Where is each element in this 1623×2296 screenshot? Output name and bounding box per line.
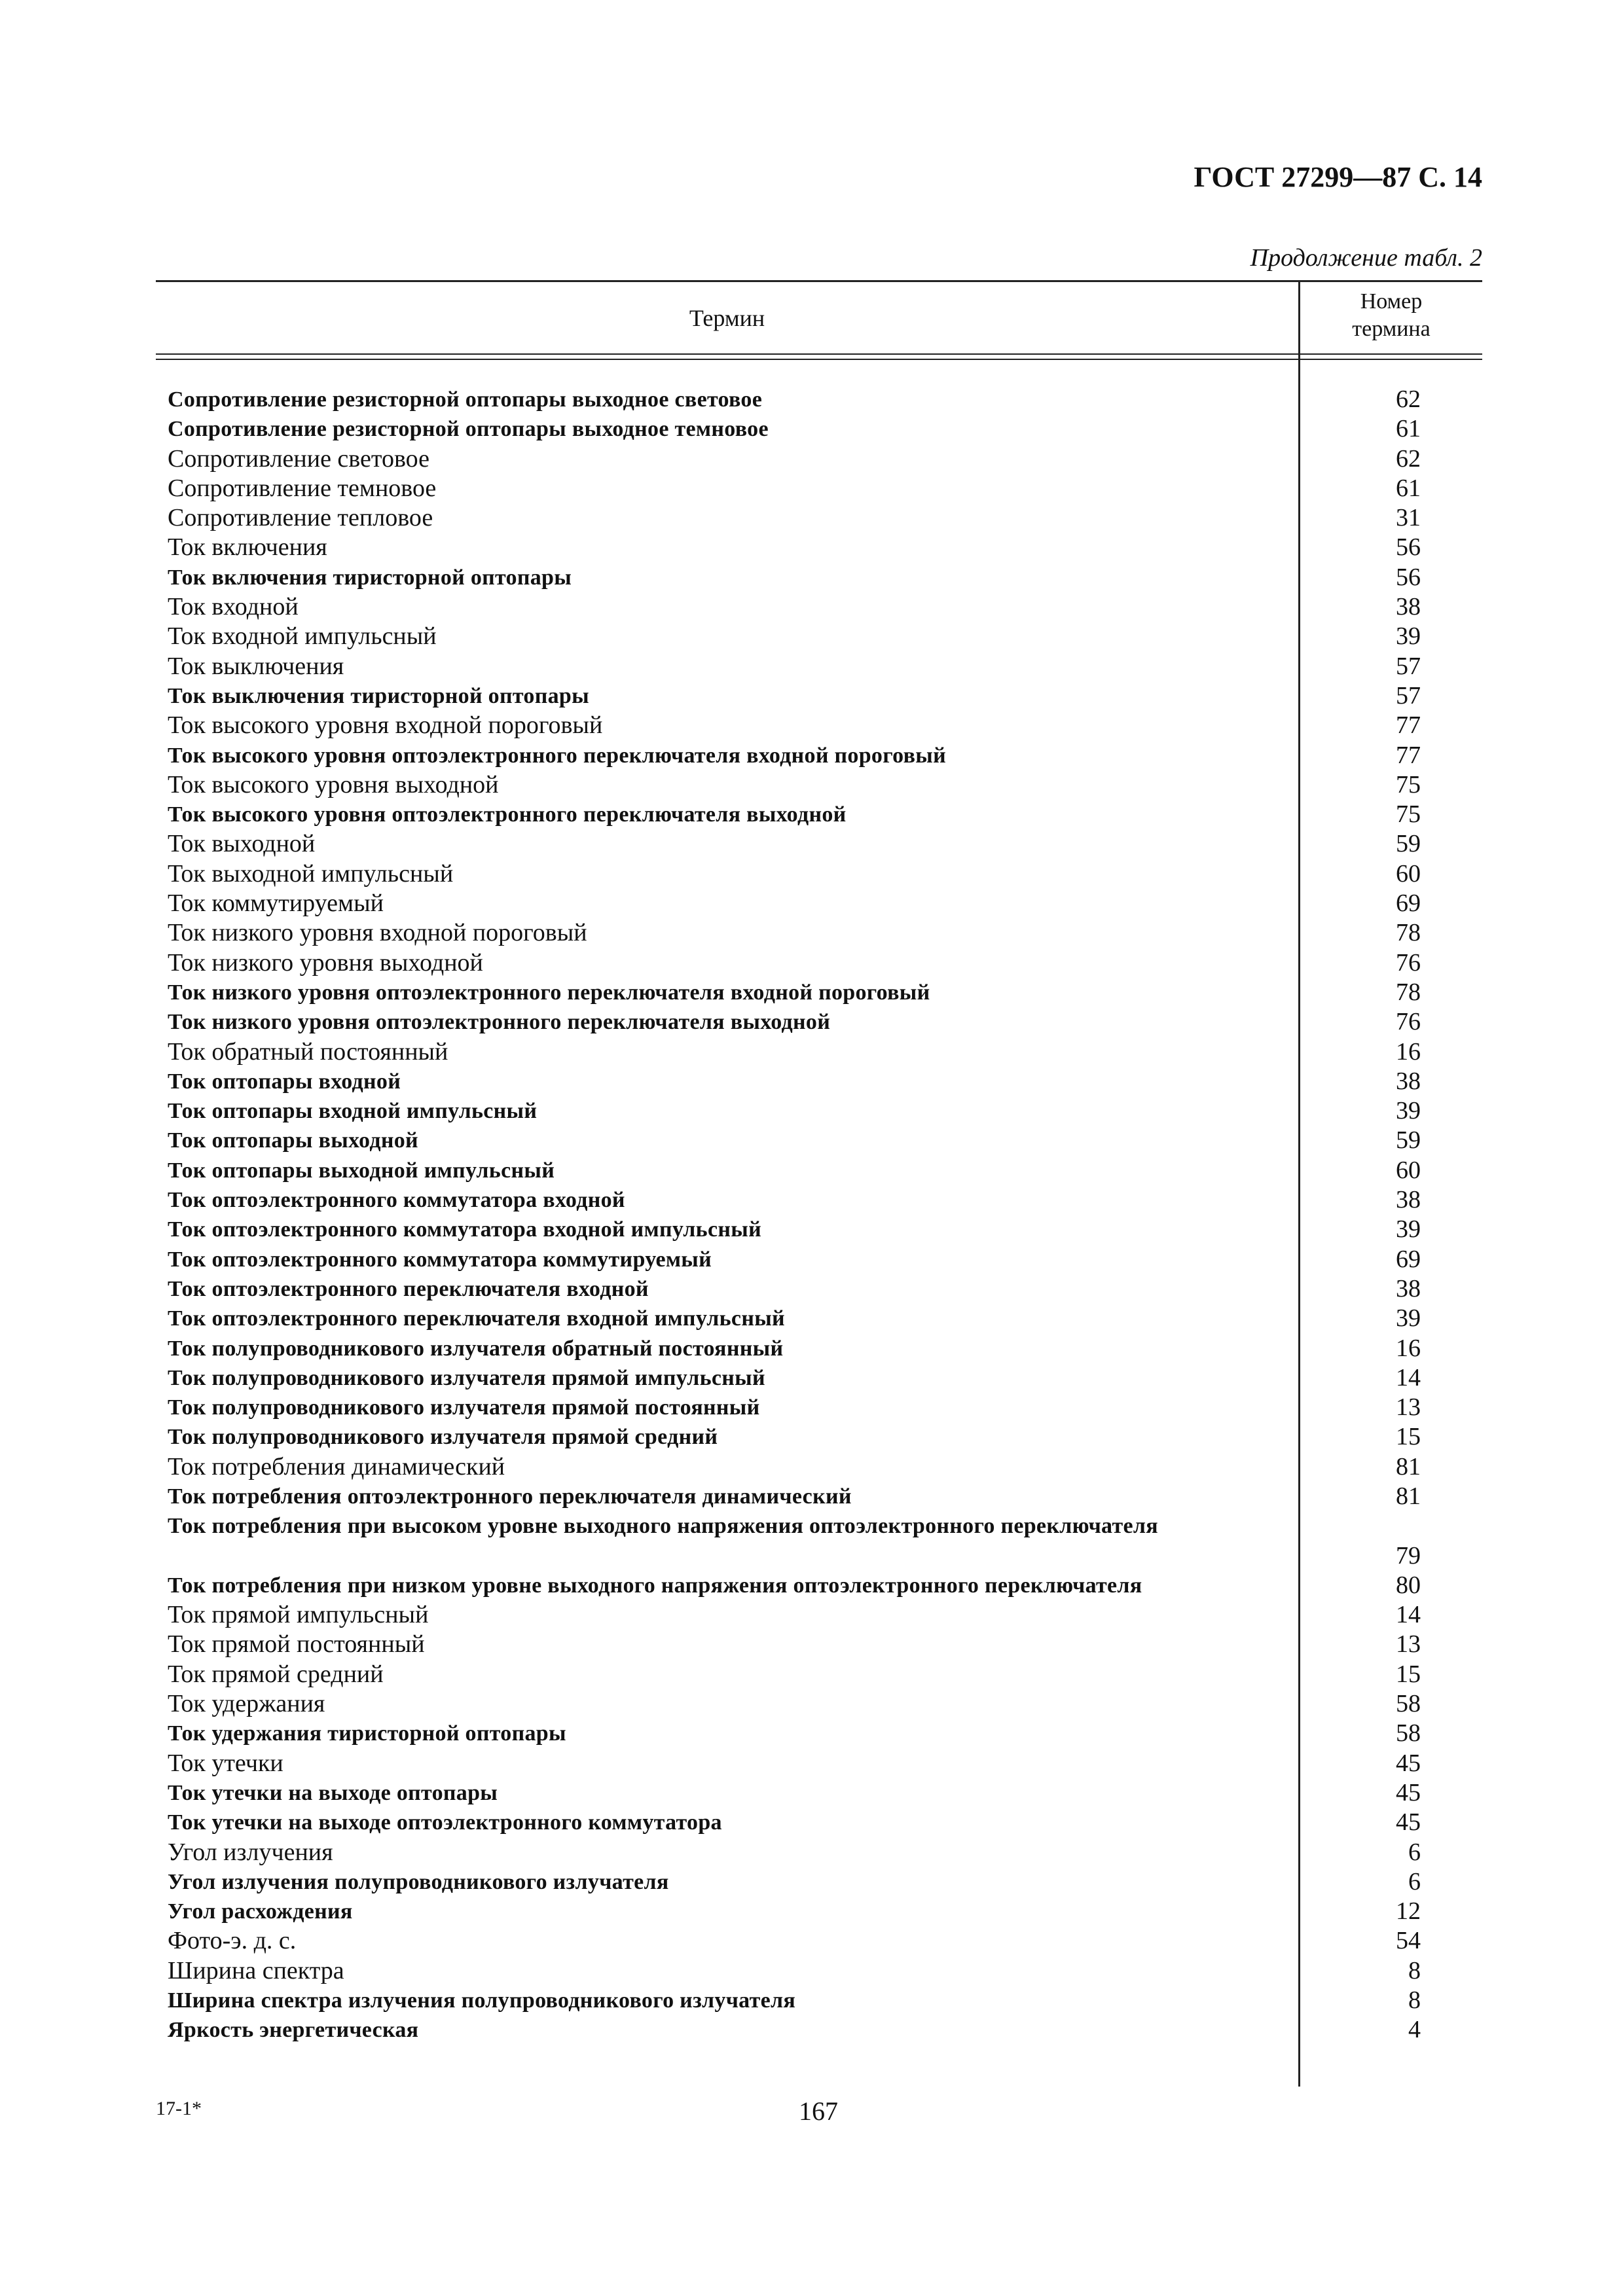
term-number-cell: 60: [1396, 859, 1421, 888]
term-number-cell: 78: [1396, 978, 1421, 1006]
term-cell: Ток высокого уровня оптоэлектронного переключателя входной пороговый: [168, 743, 946, 768]
table-row: [0, 681, 1623, 711]
table-row: [0, 1422, 1623, 1452]
term-cell: Ток полупроводникового излучателя прямой средний: [168, 1425, 718, 1450]
table-row: [0, 1007, 1623, 1037]
table-row: [0, 889, 1623, 918]
table-top-rule: [156, 280, 1482, 282]
column-header-number: Номер термина: [1352, 289, 1431, 341]
term-cell: Ток оптопары входной импульсный: [168, 1099, 538, 1124]
header-double-rule: [156, 353, 1482, 360]
table-row: [0, 474, 1623, 503]
term-number-cell: 57: [1396, 652, 1421, 680]
term-number-cell: 59: [1396, 1126, 1421, 1155]
term-cell: Ток оптопары выходной импульсный: [168, 1158, 555, 1183]
term-number-cell: 8: [1408, 1956, 1421, 1984]
term-number-cell: 38: [1396, 1274, 1421, 1302]
table-row: [0, 948, 1623, 978]
term-cell: Яркость энергетическая: [168, 2018, 419, 2043]
term-number-cell: 38: [1396, 1067, 1421, 1095]
term-cell: Ток полупроводникового излучателя обратный постоянный: [168, 1336, 784, 1361]
term-number-cell: 45: [1396, 1778, 1421, 1806]
term-cell: Ток оптоэлектронного переключателя входной импульсный: [168, 1306, 785, 1331]
term-cell: Сопротивление темновое: [168, 474, 437, 502]
term-cell: Ток прямой средний: [168, 1660, 384, 1688]
table-row: [0, 1897, 1623, 1926]
term-number-cell: 75: [1396, 800, 1421, 829]
term-number-cell: 6: [1408, 1867, 1421, 1895]
table-row: [0, 1600, 1623, 1630]
term-number-cell: 69: [1396, 889, 1421, 918]
term-number-cell: 76: [1396, 1008, 1421, 1036]
term-number-cell: 69: [1396, 1245, 1421, 1273]
term-cell: Ток высокого уровня входной пороговый: [168, 711, 603, 740]
term-number-cell: 45: [1396, 1808, 1421, 1837]
table-row: [0, 1067, 1623, 1096]
table-continuation-note: Продолжение табл. 2: [1250, 244, 1482, 272]
table-row: [0, 385, 1623, 414]
term-number-cell: 80: [1396, 1571, 1421, 1599]
table-row: [0, 1838, 1623, 1867]
term-cell: Ток выключения: [168, 652, 344, 680]
footer-sheet-code: 17-1*: [156, 2098, 202, 2119]
term-cell: Ток полупроводникового излучателя прямой импульсный: [168, 1365, 765, 1390]
term-cell: Ток низкого уровня входной пороговый: [168, 919, 587, 947]
term-number-cell: 39: [1396, 1215, 1421, 1244]
term-number-cell: 38: [1396, 1186, 1421, 1214]
term-number-cell: 61: [1396, 474, 1421, 502]
term-cell: Ток оптопары входной: [168, 1069, 401, 1094]
table-row: [0, 1956, 1623, 1986]
term-number-cell: 16: [1396, 1334, 1421, 1362]
term-number-cell: 58: [1396, 1719, 1421, 1748]
column-header-term: Термин: [689, 305, 765, 331]
term-number-cell: 31: [1396, 504, 1421, 532]
term-number-cell: 6: [1408, 1838, 1421, 1866]
term-cell: Ток оптоэлектронного коммутатора коммутируемый: [168, 1247, 712, 1272]
term-number-cell: 39: [1396, 1097, 1421, 1125]
term-cell: Ток низкого уровня выходной: [168, 948, 483, 977]
table-row: [0, 414, 1623, 444]
term-number-cell: 15: [1396, 1423, 1421, 1451]
term-number-cell: 79: [1396, 1541, 1421, 1570]
table-row: [0, 800, 1623, 829]
term-cell: Ток утечки на выходе оптоэлектронного коммутатора: [168, 1810, 722, 1835]
table-row: [0, 1986, 1623, 2015]
table-row: [0, 1304, 1623, 1333]
table-row: [0, 770, 1623, 800]
term-number-cell: 76: [1396, 948, 1421, 977]
term-cell: Ток высокого уровня оптоэлектронного переключателя выходной: [168, 802, 847, 827]
table-row: [0, 1482, 1623, 1511]
table-row: [0, 652, 1623, 681]
term-number-cell: 56: [1396, 533, 1421, 562]
term-cell: Ток коммутируемый: [168, 889, 384, 918]
table-row: [0, 1393, 1623, 1422]
table-row: [0, 1867, 1623, 1897]
term-cell: Сопротивление резисторной оптопары выходное световое: [168, 387, 763, 412]
term-cell: Ток выходной импульсный: [168, 859, 454, 888]
term-number-cell: 16: [1396, 1037, 1421, 1066]
term-cell: Ток утечки на выходе оптопары: [168, 1780, 498, 1805]
term-cell: Ток высокого уровня выходной: [168, 770, 499, 798]
term-cell: Ток оптоэлектронного переключателя входной: [168, 1276, 649, 1301]
table-row: [0, 1156, 1623, 1185]
table-row: [0, 1185, 1623, 1215]
term-number-cell: 56: [1396, 563, 1421, 591]
table-row: [0, 711, 1623, 740]
term-number-cell: 59: [1396, 830, 1421, 858]
term-cell: Ток прямой импульсный: [168, 1601, 429, 1629]
table-row: [0, 2015, 1623, 2045]
term-number-cell: 61: [1396, 415, 1421, 443]
term-number-cell: 81: [1396, 1482, 1421, 1510]
term-number-cell: 45: [1396, 1749, 1421, 1777]
term-number-cell: 38: [1396, 593, 1421, 621]
table-row: [0, 503, 1623, 533]
table-row: [0, 1037, 1623, 1067]
table-row: [0, 829, 1623, 859]
page-number: 167: [799, 2096, 838, 2126]
term-cell: Ток низкого уровня оптоэлектронного переключателя выходной: [168, 1010, 831, 1035]
term-cell: Ток потребления динамический: [168, 1452, 505, 1480]
term-cell: Ток полупроводникового излучателя прямой постоянный: [168, 1395, 760, 1420]
term-cell: Ток входной: [168, 593, 299, 621]
document-code: ГОСТ 27299—87 С. 14: [1194, 161, 1482, 193]
table-row: [0, 1245, 1623, 1274]
table-row: [0, 592, 1623, 622]
term-number-cell: 75: [1396, 770, 1421, 798]
term-cell: Сопротивление световое: [168, 444, 430, 473]
term-cell: Ток оптоэлектронного коммутатора входной: [168, 1188, 625, 1213]
term-number-cell: 81: [1396, 1452, 1421, 1480]
term-cell: Сопротивление резисторной оптопары выходное темновое: [168, 417, 769, 442]
term-cell: Ток удержания тиристорной оптопары: [168, 1721, 566, 1746]
term-cell: Ток потребления при низком уровне выходного напряжения оптоэлектронного переключателя: [168, 1573, 1142, 1598]
table-row: [0, 741, 1623, 770]
term-cell: Ток оптопары выходной: [168, 1128, 418, 1153]
term-number-cell: 13: [1396, 1393, 1421, 1422]
term-cell: Ток удержания: [168, 1690, 325, 1718]
term-cell: Ток включения тиристорной оптопары: [168, 565, 572, 590]
table-row: [0, 1126, 1623, 1155]
term-number-cell: 15: [1396, 1660, 1421, 1688]
table-row: [0, 1215, 1623, 1244]
term-cell: Фото-э. д. с.: [168, 1927, 297, 1955]
table-row: [0, 1926, 1623, 1956]
term-cell: Ток утечки: [168, 1749, 283, 1777]
term-cell: Ток выключения тиристорной оптопары: [168, 683, 589, 708]
term-cell: Ток выходной: [168, 830, 316, 858]
term-cell: Угол излучения: [168, 1838, 333, 1866]
table-row: [0, 444, 1623, 474]
term-cell: Ток входной импульсный: [168, 622, 437, 651]
table-row: [0, 1778, 1623, 1808]
term-number-cell: 62: [1396, 386, 1421, 413]
table-row: [0, 1630, 1623, 1659]
table-row: [0, 978, 1623, 1007]
term-number-cell: 14: [1396, 1363, 1421, 1391]
term-cell: Ток потребления оптоэлектронного переключателя динамический: [168, 1484, 852, 1509]
term-number-cell: 39: [1396, 622, 1421, 651]
table-row: [0, 1571, 1623, 1600]
term-number-cell: 60: [1396, 1156, 1421, 1184]
table-row: [0, 1274, 1623, 1304]
term-cell: Ток включения: [168, 533, 327, 562]
table-row: [0, 1096, 1623, 1126]
table-row: [0, 533, 1623, 562]
term-cell: Угол расхождения: [168, 1899, 353, 1924]
table-row: [0, 918, 1623, 948]
term-cell: Ток низкого уровня оптоэлектронного переключателя входной пороговый: [168, 980, 930, 1005]
term-cell: Ширина спектра: [168, 1956, 344, 1984]
term-number-cell: 4: [1408, 2016, 1421, 2044]
term-number-cell: 77: [1396, 711, 1421, 740]
table-row: [0, 1363, 1623, 1393]
term-number-cell: 77: [1396, 741, 1421, 769]
term-cell: Ток прямой постоянный: [168, 1630, 425, 1659]
table-row: [0, 859, 1623, 889]
term-number-cell: 12: [1396, 1897, 1421, 1926]
table-row: [0, 1452, 1623, 1482]
table-row: [0, 622, 1623, 651]
term-number-cell: 57: [1396, 681, 1421, 709]
term-number-cell: 39: [1396, 1304, 1421, 1333]
term-number-cell: 13: [1396, 1630, 1421, 1659]
table-row: [0, 1511, 1623, 1571]
table-row: [0, 1660, 1623, 1689]
table-row: [0, 1749, 1623, 1778]
terms-table-body: [0, 385, 1623, 2045]
term-cell: Угол излучения полупроводникового излучателя: [168, 1869, 669, 1894]
term-cell: Сопротивление тепловое: [168, 504, 433, 532]
term-cell: Ток обратный постоянный: [168, 1037, 448, 1066]
term-number-cell: 8: [1408, 1986, 1421, 2015]
term-cell: Ток оптоэлектронного коммутатора входной импульсный: [168, 1217, 761, 1242]
term-cell: Ток потребления при высоком уровне выходного напряжения оптоэлектронного переключателя: [168, 1514, 1158, 1539]
term-number-cell: 58: [1396, 1690, 1421, 1718]
term-number-cell: 14: [1396, 1601, 1421, 1629]
table-row: [0, 1689, 1623, 1719]
term-cell: Ширина спектра излучения полупроводникового излучателя: [168, 1988, 796, 2013]
table-row: [0, 563, 1623, 592]
term-number-cell: 62: [1396, 444, 1421, 473]
table-row: [0, 1808, 1623, 1837]
term-number-cell: 54: [1396, 1927, 1421, 1955]
table-row: [0, 1334, 1623, 1363]
table-row: [0, 1719, 1623, 1748]
term-number-cell: 78: [1396, 919, 1421, 947]
